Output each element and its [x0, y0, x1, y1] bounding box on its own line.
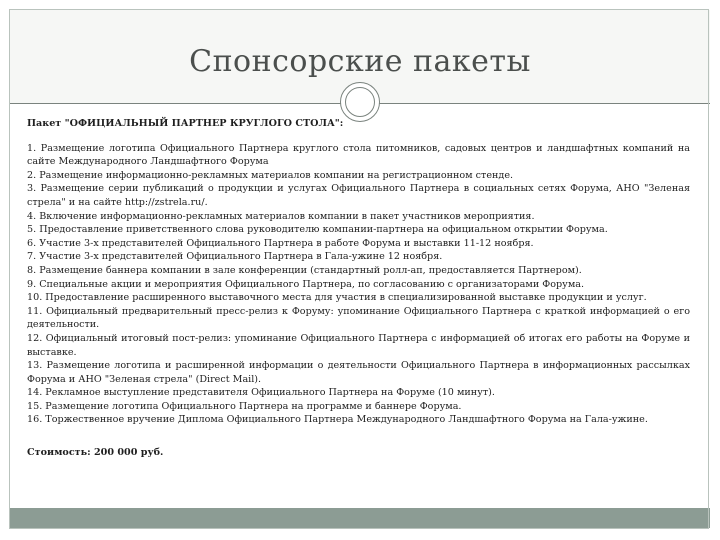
list-item: 3. Размещение серии публикаций о продукции и услугах Официального Партнера в социальных сетях Форума, АНО "Зеленая стрела" и на сайте http://zstrela.ru/.	[27, 183, 690, 208]
list-item: 16. Торжественное вручение Диплома Официального Партнера Международного Ландшафтного Форума на Гала-ужине.	[27, 414, 648, 426]
package-cost: Стоимость: 200 000 руб.	[27, 447, 164, 459]
list-item: 4. Включение информационно-рекламных материалов компании в пакет участников мероприятия.	[27, 210, 535, 222]
list-item: 8. Размещение баннера компании в зале конференции (стандартный ролл-ап, предоставляется Партнером).	[27, 264, 582, 276]
list-item: 10. Предоставление расширенного выставочного места для участия в специализированной выставке продукции и услуг.	[27, 292, 647, 304]
list-item: 6. Участие 3-х представителей Официального Партнера в работе Форума и выставки 11-12 ноября.	[27, 237, 534, 249]
list-item: 15. Размещение логотипа Официального Партнера на программе и баннере Форума.	[27, 400, 462, 412]
list-item: 2. Размещение информационно-рекламных материалов компании на регистрационном стенде.	[27, 169, 514, 181]
list-item: 11. Официальный предварительный пресс-релиз к Форуму: упоминание Официального Партнера с краткой информацией о его деятельности.	[27, 305, 690, 331]
list-item: 7. Участие 3-х представителей Официального Партнера в Гала-ужине 12 ноября.	[27, 251, 443, 263]
list-item: 9. Специальные акции и мероприятия Официального Партнера, по согласованию с организаторами Форума.	[27, 278, 585, 290]
list-item: 14. Рекламное выступление представителя Официального Партнера на Форуме (10 минут).	[27, 387, 495, 399]
list-item: 1. Размещение логотипа Официального Партнера круглого стола питомников, садовых центров и ландшафтных компаний на сайте Международного Ландшафтного Форума	[27, 142, 690, 168]
list-item: 12. Официальный итоговый пост-релиз: упоминание Официального Партнера с информацией об итогах его работы на Форуме и выставке.	[27, 332, 690, 358]
list-item: 5. Предоставление приветственного слова руководителю компании-партнера на официальном открытии Форума.	[27, 224, 608, 236]
slide-title: Спонсорские пакеты	[189, 44, 531, 79]
package-heading: Пакет "ОФИЦИАЛЬНЫЙ ПАРТНЕР КРУГЛОГО СТОЛА":	[27, 118, 344, 129]
slide-frame	[9, 9, 709, 529]
list-item: 13. Размещение логотипа и расширенной информации о деятельности Официального Партнера в информационных рассылках Форума и АНО "Зеленая стрела" (Direct Mail).	[27, 360, 690, 385]
